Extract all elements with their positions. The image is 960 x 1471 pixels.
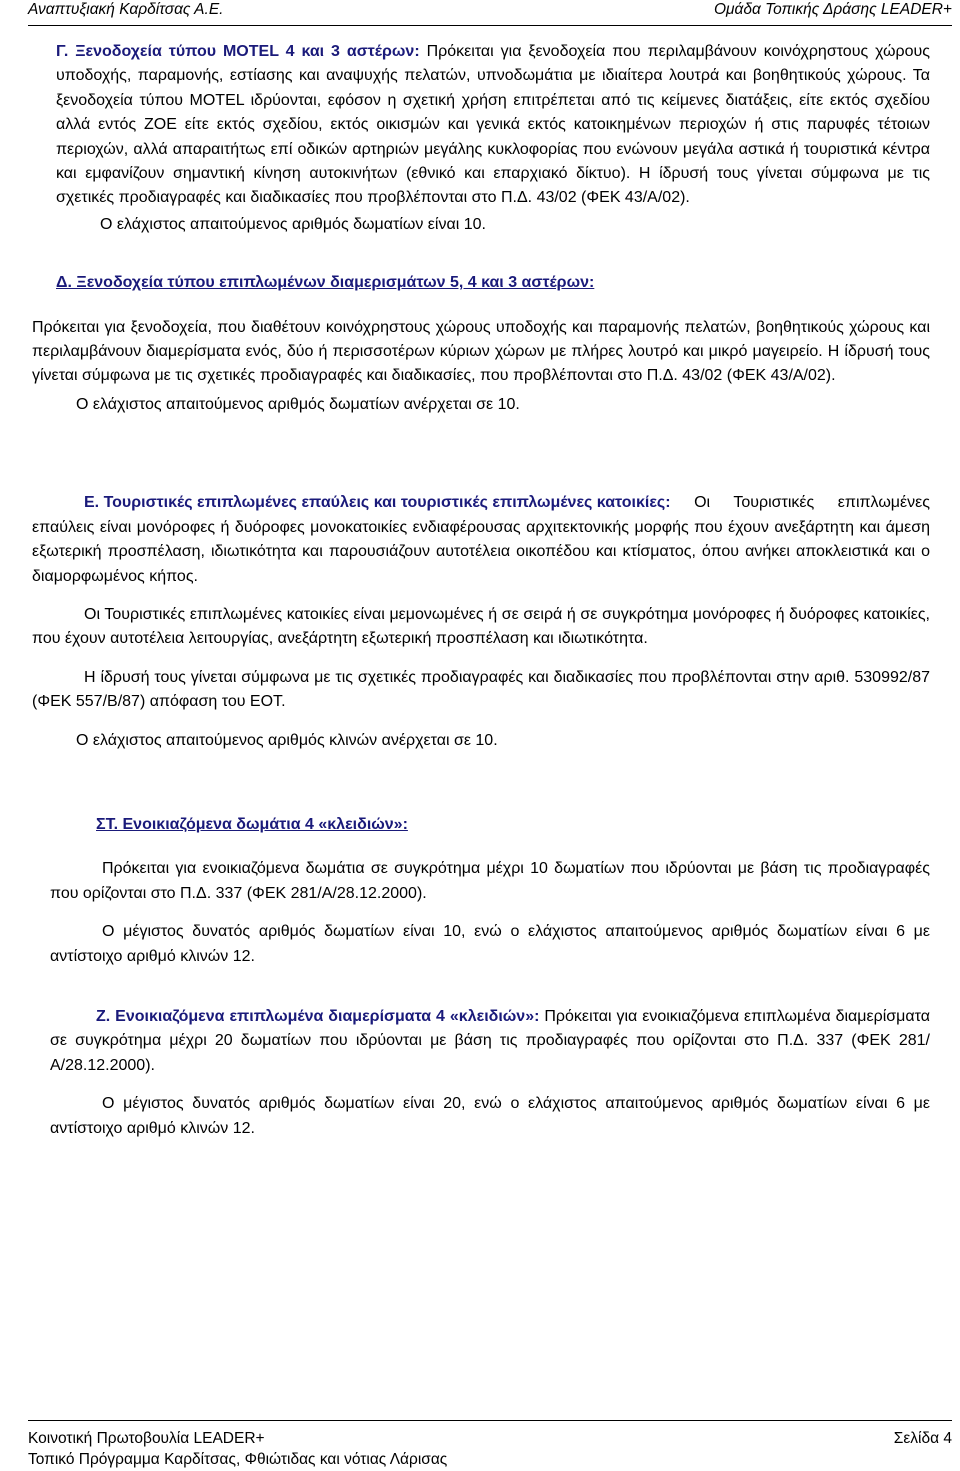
section-st-heading — [96, 813, 930, 837]
section-e-text: Οι Τουριστικές επιπλωμένες επαύλεις είναι μονόροφες ή δυόροφες μονοκατοικίες ενδιαφέρουσας αρχιτεκτονικής μορφής που έχουν ανεξάρτητη και άμεση εξωτερική προσπέλαση, ιδιωτικότητα και παρουσιάζουν αυτοτέλεια οικοπέδου και κτίσματος, όπου ανήκει αποκλειστικά και ο διαμορφωμένος κήπος. — [32, 494, 930, 585]
page-header — [28, 0, 952, 26]
section-g-text: Πρόκειται για ξενοδοχεία που περιλαμβάνουν κοινόχρηστους χώρους υποδοχής, παραμονής, εστίασης και αναψυχής πελατών, υπνοδωμάτια με ιδιαίτερα λουτρά και βοηθητικούς χώρους. Τα ξενοδοχεία τύπου MOTEL ιδρύονται, εφόσον η σχετική χρήση επιτρέπεται από τις κείμενες διατάξεις, είτε εκτός σχεδίου αλλά εντός ΖΟΕ είτε εκτός σχεδίου, εκτός οικισμών και γενικά εκτός κατοικημένων περιοχών ή στις παρυφές τέτοιων περιοχών, αλλά απαραιτήτως επί οδικών αρτηριών μεγάλης κυκλοφορίας που ενώνουν μεγάλα αστικά ή τουριστικά κέντρα και εμφανίζουν σημαντική κίνηση αυτοκινήτων (εθνικό και επαρχιακό δίκτυο). Η ίδρυσή τους γίνεται σύμφωνα με τις σχετικές προδιαγραφές και διαδικασίες που προβλέπονται στο Π.Δ. 43/02 (ΦΕΚ 43/Α/02). — [56, 43, 931, 207]
document-body — [32, 40, 931, 1141]
header-left-text: Αναπτυξιακή Καρδίτσας Α.Ε. — [28, 1, 224, 18]
section-d-heading — [56, 271, 930, 295]
section-z-heading: Ζ. Ενοικιαζόμενα επιπλωμένα διαμερίσματα 4 «κλειδιών»: — [96, 1007, 540, 1025]
section-z-paragraph-2: Ο μέγιστος δυνατός αριθμός δωματίων είναι 20, ενώ ο ελάχιστος απαιτούμενος αριθμός δωματίων είναι 6 με αντίστοιχο αριθμό κλινών 12. — [50, 1095, 930, 1137]
footer-programme: Τοπικό Πρόγραμμα Καρδίτσας, Φθιώτιδας και νότιας Λάρισας — [28, 1451, 448, 1468]
section-e-paragraph — [32, 491, 930, 589]
section-e-min-beds: Ο ελάχιστος απαιτούμενος αριθμός κλινών ανέρχεται σε 10. — [76, 731, 498, 749]
section-st-paragraph-1: Πρόκειται για ενοικιαζόμενα δωμάτια σε συγκρότημα μέχρι 10 δωματίων που ιδρύονται με βάση τις προδιαγραφές που ορίζονται στο Π.Δ. 337 (ΦΕΚ 281/Α/28.12.2000). — [50, 860, 930, 902]
header-right-text: Ομάδα Τοπικής Δράσης LEADER+ — [713, 1, 952, 18]
section-d-heading-text: Δ. Ξενοδοχεία τύπου επιπλωμένων διαμερισμάτων 5, 4 και 3 αστέρων: — [56, 274, 595, 292]
section-st-heading-text: ΣΤ. Ενοικιαζόμενα δωμάτια 4 «κλειδιών»: — [96, 815, 408, 833]
section-st-paragraph-2: Ο μέγιστος δυνατός αριθμός δωματίων είναι 10, ενώ ο ελάχιστος απαιτούμενος αριθμός δωματίων είναι 6 με αντίστοιχο αριθμό κλινών 12. — [50, 923, 930, 965]
section-g-paragraph — [56, 40, 930, 211]
footer-initiative: Κοινοτική Πρωτοβουλία LEADER+ — [28, 1430, 265, 1447]
footer-page-number: Σελίδα 4 — [893, 1430, 952, 1447]
section-z-paragraph — [50, 1005, 930, 1078]
section-e-paragraph-2: Οι Τουριστικές επιπλωμένες κατοικίες είναι μεμονωμένες ή σε σειρά ή σε συγκρότημα μονόροφες ή δυόροφες κατοικίες, που έχουν αυτοτέλεια λειτουργίας, ανεξάρτητη εξωτερική προσπέλαση και ιδιωτικότητα. — [32, 605, 930, 648]
section-d-min-rooms: Ο ελάχιστος απαιτούμενος αριθμός δωματίων ανέρχεται σε 10. — [76, 395, 520, 413]
page-footer — [28, 1420, 952, 1470]
section-g-heading: Γ. Ξενοδοχεία τύπου MOTEL 4 και 3 αστέρων: — [56, 43, 420, 60]
section-d-paragraph: Πρόκειται για ξενοδοχεία, που διαθέτουν κοινόχρηστους χώρους υποδοχής και παραμονής πελατών, βοηθητικούς χώρους και περιλαμβάνουν διαμερίσματα ενός, δύο ή περισσοτέρων κύριων χώρων με πλήρες λουτρό και μικρό μαγειρείο. Η ίδρυσή τους γίνεται σύμφωνα με τις σχετικές προδιαγραφές και διαδικασίες, που προβλέπονται στο Π.Δ. 43/02 (ΦΕΚ 43/Α/02). — [32, 318, 930, 385]
section-g-min-rooms: Ο ελάχιστος απαιτούμενος αριθμός δωματίων είναι 10. — [100, 215, 486, 233]
section-e-heading: Ε. Τουριστικές επιπλωμένες επαύλεις και τουριστικές επιπλωμένες κατοικίες: — [84, 494, 671, 512]
section-z-text: Πρόκειται για ενοικιαζόμενα επιπλωμένα διαμερίσματα σε συγκρότημα μέχρι 20 δωματίων που ιδρύονται με βάση τις προδιαγραφές που ορίζονται στο Π.Δ. 337 (ΦΕΚ 281/Α/28.12.2000). — [50, 1007, 930, 1074]
section-e-paragraph-3: Η ίδρυσή τους γίνεται σύμφωνα με τις σχετικές προδιαγραφές και διαδικασίες που προβλέπονται στην αριθ. 530992/87 (ΦΕΚ 557/Β/87) απόφαση του ΕΟΤ. — [32, 668, 930, 711]
